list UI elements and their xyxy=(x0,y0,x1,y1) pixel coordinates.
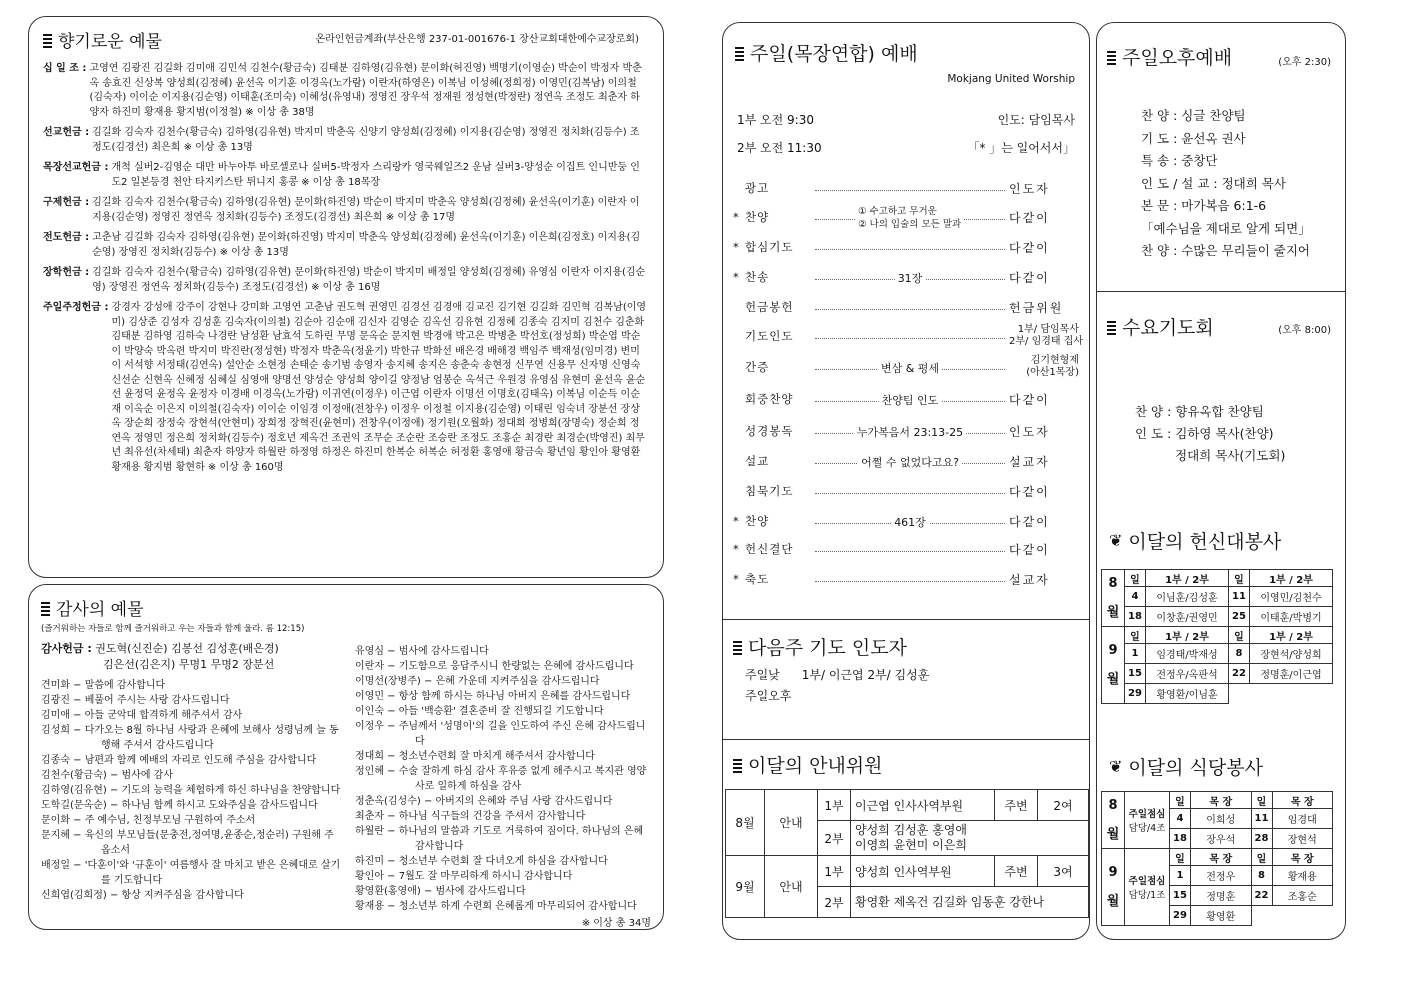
name-cell: 이태훈/박병기 xyxy=(1250,607,1333,627)
name-cell: 전정우/옥판석 xyxy=(1146,664,1229,684)
service-name: 설교 xyxy=(745,454,770,468)
service-leader: 다같이 xyxy=(1009,392,1050,407)
online-account: 온라인헌금계좌(부산은행 237-01-001676-1 장산교회대한예수교장로회) xyxy=(315,33,639,45)
month-number: 9 xyxy=(1108,643,1118,658)
offering-row xyxy=(43,231,649,260)
dotted-leader xyxy=(815,190,1005,191)
flower-icon: ❦ xyxy=(1109,531,1123,550)
verse: (즐거워하는 자들로 함께 즐거워하고 우는 자들과 함께 울라. 롬 12:15) xyxy=(41,624,305,634)
offering-row xyxy=(43,266,649,295)
thanks-item: 정인혜 − 수술 잘하게 하심 감사 후유증 없게 해주시고 복지관 영양사로 일하게 하심을 감사 xyxy=(355,766,647,792)
afternoon-line: 찬 양 : 싱글 찬양팀 xyxy=(1141,108,1246,123)
header-cell: 일 xyxy=(1251,849,1272,866)
offering-row xyxy=(43,196,649,225)
month-word: 월 xyxy=(1106,672,1120,687)
offering-names: 김길화 김숙자 김천수(황금숙) 김하영(김유현) 문이화(하진영) 박순이 박지미 배정일 양성희(김정혜) 유영심 이란자 이지용(김순영) 장영진 정연옥 정치화(김등수) 조정도(김경선) ※ 이상 총 16명 xyxy=(92,267,646,293)
name-cell: 임경대 xyxy=(1272,809,1333,829)
service-detail: 어쩔 수 없었다고요? xyxy=(858,454,962,470)
service-leader: 다같이 xyxy=(1009,210,1050,225)
thanks-item: 황영환(홍영애) − 범사에 감사드립니다 xyxy=(355,886,526,897)
bullet-icon xyxy=(735,45,744,61)
name-cell: 임경태/박재성 xyxy=(1146,644,1229,664)
service-leader: 인도자 xyxy=(1009,181,1050,196)
table-row xyxy=(1102,664,1333,684)
table-row xyxy=(1102,587,1333,607)
service-duty-table xyxy=(1101,569,1333,704)
day-cell: 1 xyxy=(1170,866,1191,886)
right-box xyxy=(1096,22,1346,940)
service-leader: 다같이 xyxy=(1009,240,1050,255)
service-detail: 변삼 & 평세 xyxy=(878,360,942,376)
afternoon-time: (오후 2:30) xyxy=(1278,57,1331,68)
day-cell: 29 xyxy=(1170,906,1191,926)
month-cell xyxy=(1102,792,1125,849)
table-row xyxy=(1102,644,1333,664)
dotted-leader xyxy=(815,455,1005,469)
ushers-table xyxy=(725,789,1089,918)
header-cell: 일 xyxy=(1170,849,1191,866)
bullet-icon xyxy=(1107,49,1116,65)
offering-row xyxy=(43,301,649,475)
wednesday-details xyxy=(1135,401,1285,467)
day-cell: 4 xyxy=(1125,587,1146,607)
day-cell: 4 xyxy=(1170,809,1191,829)
service-leader: 다같이 xyxy=(1009,542,1050,557)
header-cell: 일 xyxy=(1229,570,1250,587)
service-leader: 설교자 xyxy=(1009,572,1050,587)
name-cell: 이영민/김천수 xyxy=(1250,587,1333,607)
thanks-item: 김하영(김유현) − 기도의 능력을 체험하게 하신 하나님을 찬양합니다 xyxy=(41,785,341,796)
bullet-icon xyxy=(1107,319,1116,335)
wednesday-line: 인 도 : 김하영 목사(찬양) xyxy=(1135,426,1274,441)
header-cell: 목 장 xyxy=(1272,792,1333,809)
day-cell: 25 xyxy=(1229,607,1250,627)
name-cell: 정명훈 xyxy=(1191,886,1252,906)
duty-label xyxy=(1125,792,1170,849)
next-week-leaders: 주일낮 1부/ 이근엽 2부/ 김성훈 주일오후 xyxy=(745,668,930,703)
service-name: 간증 xyxy=(745,360,770,374)
offering-names: 고영연 김광진 김길화 김미애 김민석 김천수(황금숙) 김태분 김하영(김유현) 문이화(허진영) 백명기(이영순) 박순이 박정자 박춘옥 송효진 신상복 양성희(김정혜) 윤선옥 이기훈 이경옥(노가람) 이란자(하영은) 이복님 이성혜(정희정) 이영민(김복남) 이의철(김숙자) 이이순 이지용(김순영) 이태훈(조미숙) 이혜성(유영내) 정영진 장우석 정재원 정성현(박정란) 정연옥 조정도 최춘자 하양자 하진미 황재용 황지범(이정철) ※ 이상 총 38명 xyxy=(89,63,642,118)
header-cell: 목 장 xyxy=(1272,849,1333,866)
service-item xyxy=(733,178,1079,198)
name-cell: 황재용 xyxy=(1272,866,1333,886)
service-detail: 누가복음서 23:13-25 xyxy=(854,424,966,440)
thanks-total: ※ 이상 총 34명 xyxy=(581,918,651,929)
usher-area: 주변 xyxy=(995,856,1038,887)
service-item xyxy=(733,324,1084,347)
usher-month: 9월 xyxy=(726,856,765,918)
day-cell xyxy=(1251,906,1272,926)
month-word: 월 xyxy=(1106,605,1120,620)
offering-names: 강경자 강성애 강주이 강현나 강미화 고영연 고춘남 권도혁 권영민 김경선 김경애 김교진 김기현 김길화 김민혁 김복남(이영미) 김상준 김성자 김성훈 김숙자(이의철) 김순아 김순애 김신자 김영순 김옥선 김유현 김정혜 김종숙 김지미 김천수 김춘화 김태분 김하영 김하숙 나경란 남성환 남효석 도하린 무명 문옥순 문지현 박경애 박고은 박병춘 박선호(정성희) 박순엽 박순이 박양숙 박옥련 박지미 박진란(정성현) 박정자 박춘옥(정윤기) 박한규 박화선 배은경 배해경 백임주 백재성(임미경) 변미이 서석향 서정태(김연옥) 설안순 소현정 손태순 송기범 송영자 송지혜 송지은 송춘숙 송현정 신무연 신용무 신자명 신영숙 신선순 신현옥 신혜정 심혜실 심영애 양명선 양성순 양성희 양이길 양정남 엄봉순 옥석근 우원경 유영심 유현미 윤선옥 윤순선 윤정덕 윤정옥 윤정자 이경배 이경옥(노가람) 이귀연(이정우) 이근엽 이란자 이명선 이명호(김태옥) 이복님 이순득 이순재 이옥순 이은지 이의철(김숙자) 이이순 이임경 이정애(전창우) 이정우 이정철 이지용(김순영) 이태린 임숙녀 장분선 장상옥 장순희 장정숙 장현석(안현미) 장희정 장혁진(윤현미) 전창우(이정애) 정기원(오월화) 정대희 정병희(장명숙) 정순희 정연옥 정영민 정은희 정치화(김등수) 정호년 제옥건 조권익 조무순 조순란 조승란 조정도 조홍순 최경란 최경순(박영진) 최무년 최유선(차세태) 최춘자 하양자 하월란 하정영 하정은 하진미 한복순 허복순 허정환 홍영애 황금숙 황년임 황인아 황영환 황재용 황지범 황현하 ※ 이상 총 160명 xyxy=(111,302,647,473)
thanks-item: 이란자 − 기도함으로 응답주시니 한량없는 은혜에 감사드립니다 xyxy=(355,661,634,672)
afternoon-details xyxy=(1141,105,1311,263)
header-cell: 1부 / 2부 xyxy=(1250,570,1333,587)
header-cell: 1부 / 2부 xyxy=(1146,627,1229,644)
name-cell: 장현석/양성희 xyxy=(1250,644,1333,664)
dotted-leader xyxy=(815,361,1005,375)
afternoon-line: 특 송 : 중창단 xyxy=(1141,153,1218,168)
day-cell: 18 xyxy=(1125,607,1146,627)
thanks-list-right xyxy=(355,644,651,914)
dotted-leader xyxy=(815,425,1005,439)
thanks-item: 김천수(황금숙) − 범사에 감사 xyxy=(41,770,173,781)
thanks-item: 견미화 − 말씀에 감사합니다 xyxy=(41,680,166,691)
offering-label: 십 일 조 : xyxy=(43,63,87,74)
service-name: 침묵기도 xyxy=(745,484,794,498)
service-item xyxy=(733,267,1079,287)
day-cell xyxy=(1229,684,1250,704)
service-name: 성경봉독 xyxy=(745,424,794,438)
usher-part: 1부 xyxy=(818,856,851,887)
header-cell: 일 xyxy=(1170,792,1191,809)
thanks-item: 하진미 − 청소년부 수련회 잘 다녀오게 하심을 감사합니다 xyxy=(355,856,608,867)
afternoon-title: 주일오후예배 xyxy=(1107,43,1232,70)
thanks-item: 황재용 − 청소년부 하계 수련회 은혜롭게 마무리되어 감사합니다 xyxy=(355,901,637,912)
month-word: 월 xyxy=(1106,894,1120,909)
thanks-item: 김성희 − 다가오는 8월 하나님 사랑과 은혜에 보해사 성령님께 늘 동행해 주셔서 감사드립니다 xyxy=(41,725,339,751)
name-cell xyxy=(1272,906,1333,926)
worship-box xyxy=(722,22,1090,940)
thanks-item: 이정우 − 주님께서 '성명이'의 길을 인도하여 주신 은혜 감사드립니다 xyxy=(355,721,646,747)
name-cell: 조홍순 xyxy=(1272,886,1333,906)
service-name: 찬송 xyxy=(745,270,770,284)
thanks-item: 김광진 − 베풀어 주시는 사랑 감사드립니다 xyxy=(41,695,230,706)
table-header xyxy=(1102,570,1333,587)
offering-label: 전도헌금 : xyxy=(43,232,90,243)
usher-row xyxy=(726,856,1089,887)
table-header xyxy=(1102,849,1333,866)
service-name: 헌금봉헌 xyxy=(745,300,794,314)
service-star: * xyxy=(733,270,739,284)
thanks-item: 신희엽(김희정) − 항상 지켜주심을 감사합니다 xyxy=(41,890,244,901)
name-cell: 정명훈/이근엽 xyxy=(1250,664,1333,684)
offering-label: 구제헌금 : xyxy=(43,197,90,208)
usher-count: 2여 xyxy=(1038,790,1089,821)
offering-title: 향기로운 예물 xyxy=(43,27,162,52)
bullet-icon xyxy=(733,639,742,655)
offering-names: 김길화 김숙자 김천수(황금숙) 김하영(김유현) 문이화(하진영) 박순이 박지미 박춘옥 양성희(김정혜) 윤선옥(이기훈) 이란자 이지용(김순영) 정영진 정연옥 정치화(김등수) 조정도(김경선) 최은희 ※ 이상 총 17명 xyxy=(92,197,640,223)
service-leader: 설교자 xyxy=(1009,454,1050,469)
table-row xyxy=(1102,684,1333,704)
usher-area: 주변 xyxy=(995,790,1038,821)
offering-label: 주일주정헌금 : xyxy=(43,302,109,313)
day-cell: 8 xyxy=(1229,644,1250,664)
usher-role: 안내 xyxy=(765,856,818,918)
worship-subtitle: Mokjang United Worship xyxy=(947,73,1075,85)
wednesday-line: 찬 양 : 향유옥합 찬양팀 xyxy=(1135,404,1264,419)
header-cell: 일 xyxy=(1229,627,1250,644)
wednesday-line: 정대희 목사(기도회) xyxy=(1175,448,1286,463)
service-item xyxy=(733,451,1079,471)
duty-label-2: 담당/4조 xyxy=(1128,823,1166,834)
wednesday-time: (오후 8:00) xyxy=(1278,325,1331,336)
service-leader: 다같이 xyxy=(1009,484,1050,499)
day-cell: 11 xyxy=(1229,587,1250,607)
kitchen-title: ❦ 이달의 식당봉사 xyxy=(1109,757,1263,779)
day-cell: 18 xyxy=(1170,829,1191,849)
service-name: 찬양 xyxy=(745,514,770,528)
offering-label: 목장선교헌금 : xyxy=(43,162,109,173)
day-cell: 15 xyxy=(1125,664,1146,684)
thanks-item: 이영민 − 항상 함께 하시는 하나님 아버지 은혜를 감사드립니다 xyxy=(355,691,631,702)
usher-names: 황영환 제옥건 김길화 임동훈 강한나 xyxy=(851,887,1089,918)
thanks-item: 최춘자 − 하나님 식구들의 건강을 주셔서 감사합니다 xyxy=(355,811,586,822)
leader-note: 인도: 담임목사 xyxy=(997,113,1075,127)
thanks-item: 김미애 − 아들 군악대 합격하게 해주셔서 감사 xyxy=(41,710,243,721)
header-cell: 목 장 xyxy=(1191,849,1252,866)
afternoon-line: 「예수님을 제대로 알게 되면」 xyxy=(1141,220,1311,236)
name-cell: 장현석 xyxy=(1272,829,1333,849)
service-item xyxy=(733,297,1079,317)
thanks-item: 황인아 − 7월도 잘 마무리하게 하시니 감사합니다 xyxy=(355,871,573,882)
offering-row xyxy=(43,126,649,155)
day-cell: 8 xyxy=(1251,866,1272,886)
service-name: 기도인도 xyxy=(745,329,794,343)
service-leader: 김기현형제 (아산1목장) xyxy=(1026,355,1079,378)
dotted-leader xyxy=(815,515,1005,529)
service-name: 찬양 xyxy=(745,210,770,224)
duty-label-1: 주일점심 xyxy=(1128,876,1166,887)
thanks-item: 도학길(문옥순) − 하나님 함께 하시고 도와주심을 감사드립니다 xyxy=(41,800,318,811)
dotted-leader xyxy=(815,249,1005,250)
month-number: 8 xyxy=(1108,798,1118,813)
duty-label xyxy=(1125,849,1170,926)
time-2: 2부 오전 11:30 xyxy=(737,141,822,155)
day-cell: 28 xyxy=(1251,829,1272,849)
service-item xyxy=(733,421,1079,441)
table-row xyxy=(1102,607,1333,627)
month-cell xyxy=(1102,849,1125,926)
dotted-leader xyxy=(815,393,1005,407)
thanks-item: 김종숙 − 남편과 함께 예배의 자리로 인도해 주심을 감사합니다 xyxy=(41,755,317,766)
thanks-item: 이인숙 − 아들 '백승환' 결혼준비 잘 진행되길 기도합니다 xyxy=(355,706,604,717)
service-duty-title: ❦ 이달의 헌신대봉사 xyxy=(1109,531,1282,553)
thanks-item: 배정일 − '다훈이'와 '규훈이' 여름행사 잘 마치고 받은 은혜대로 살기를 기도합니다 xyxy=(41,860,341,886)
duty-label-2: 담당/1조 xyxy=(1128,890,1166,901)
thanks-list-left xyxy=(41,678,343,903)
month-number: 9 xyxy=(1108,865,1118,880)
day-cell: 29 xyxy=(1125,684,1146,704)
usher-names: 이근엽 인사사역부원 xyxy=(851,790,995,821)
kitchen-table xyxy=(1101,791,1333,926)
header-cell: 목 장 xyxy=(1191,792,1252,809)
afternoon-line: 인 도 / 설 교 : 정대희 목사 xyxy=(1141,175,1286,191)
afternoon-line: 기 도 : 윤선옥 권사 xyxy=(1141,130,1246,146)
usher-row xyxy=(726,790,1089,821)
header-cell: 일 xyxy=(1125,570,1146,587)
day-cell: 22 xyxy=(1251,886,1272,906)
offering-row xyxy=(43,62,649,120)
thanks-box xyxy=(28,584,664,930)
service-item xyxy=(733,539,1079,559)
service-star: * xyxy=(733,240,739,254)
flower-icon: ❦ xyxy=(1109,757,1123,776)
month-number: 8 xyxy=(1108,576,1118,591)
name-cell: 황영환 xyxy=(1191,906,1252,926)
usher-part: 1부 xyxy=(818,790,851,821)
service-name: 축도 xyxy=(745,572,770,586)
afternoon-line: 찬 양 : 수많은 무리들이 줄지어 xyxy=(1141,243,1310,258)
thanks-item: 하월란 − 하나님의 말씀과 기도로 거룩하여 짐이다. 하나님의 은혜 감사합니다 xyxy=(355,826,644,852)
service-item xyxy=(733,237,1079,257)
bullet-icon xyxy=(43,32,52,48)
service-item xyxy=(733,389,1079,409)
service-item xyxy=(733,569,1079,589)
thanks-item: 정춘옥(김성수) − 아버지의 은혜와 주님 사랑 감사드립니다 xyxy=(355,796,613,807)
service-star: * xyxy=(733,542,739,556)
service-star: * xyxy=(733,572,739,586)
thanks-offering: 감사헌금 : 권도혁(신진순) 김봉선 김성훈(배은경) 김은선(김은지) 무명1 무명2 장분선 xyxy=(41,642,279,671)
wednesday-title: 수요기도회 xyxy=(1107,313,1214,340)
thanks-item: 정대희 − 청소년수련회 잘 마치게 해주셔서 감사합니다 xyxy=(355,751,595,762)
month-cell xyxy=(1102,570,1125,627)
service-name: 헌신결단 xyxy=(745,542,794,556)
name-cell xyxy=(1250,684,1333,704)
name-cell: 장우석 xyxy=(1191,829,1252,849)
header-cell: 1부 / 2부 xyxy=(1250,627,1333,644)
offering-label: 장학헌금 : xyxy=(43,267,90,278)
day-cell: 15 xyxy=(1170,886,1191,906)
service-leader: 인도자 xyxy=(1009,424,1050,439)
service-leader: 헌금위원 xyxy=(1009,300,1064,315)
day-cell: 22 xyxy=(1229,664,1250,684)
service-name: 합심기도 xyxy=(745,240,794,254)
service-detail: 31장 xyxy=(895,270,926,286)
month-cell xyxy=(1102,627,1125,704)
usher-count: 3여 xyxy=(1038,856,1089,887)
service-leader: 다같이 xyxy=(1009,514,1050,529)
offering-label: 선교헌금 : xyxy=(43,127,90,138)
usher-part: 2부 xyxy=(818,821,851,856)
thanks-item: 유영심 − 범사에 감사드립니다 xyxy=(355,646,489,657)
service-leader: 다같이 xyxy=(1009,270,1050,285)
dotted-leader xyxy=(815,581,1005,582)
next-week-title: 다음주 기도 인도자 xyxy=(733,633,907,660)
afternoon-line: 본 문 : 마가복음 6:1-6 xyxy=(1141,198,1267,213)
dotted-leader xyxy=(815,309,1005,310)
day-cell: 11 xyxy=(1251,809,1272,829)
dotted-leader xyxy=(815,551,1005,552)
thanks-item: 문이화 − 주 예수님, 친정부모님 구원하여 주소서 xyxy=(41,815,256,826)
service-star: * xyxy=(733,514,739,528)
thanks-item: 이명선(장병주) − 은혜 가운데 지켜주심을 감사드립니다 xyxy=(355,676,600,687)
service-detail: ① 수고하고 무거운 ② 나의 입술의 모든 말과 xyxy=(855,205,964,231)
name-cell: 이님훈/김성훈 xyxy=(1146,587,1229,607)
service-name: 회중찬양 xyxy=(745,392,794,406)
bullet-icon xyxy=(733,757,742,773)
usher-part: 2부 xyxy=(818,887,851,918)
service-item xyxy=(733,481,1079,501)
offering-names: 김길화 김숙자 김천수(황금숙) 김하영(김유현) 박지미 박춘옥 신양기 양성희(김정혜) 이지용(김순영) 정영진 정치화(김등수) 조정도(김경선) 최은희 ※ 이상 총 13명 xyxy=(92,127,640,153)
usher-month: 8월 xyxy=(726,790,765,856)
name-cell: 이창훈/권영민 xyxy=(1146,607,1229,627)
standing-note: 「* 」는 일어서서」 xyxy=(967,141,1075,155)
usher-names: 양성희 인사역부원 xyxy=(851,856,995,887)
service-item xyxy=(733,205,1079,230)
dotted-leader xyxy=(815,205,1005,230)
usher-names: 양성희 김성훈 홍영애 이영희 윤현미 이은희 xyxy=(851,821,1089,856)
offering-names: 고춘남 김길화 김숙자 김하영(김유현) 문이화(하진영) 박지미 박춘옥 양성희(김정혜) 윤선옥(이기훈) 이은희(김정호) 이지용(김순영) 장영진 정치화(김등수) ※ 이상 총 13명 xyxy=(92,232,641,258)
dotted-leader xyxy=(815,271,1005,285)
usher-role: 안내 xyxy=(765,790,818,856)
table-header xyxy=(1102,792,1333,809)
offering-row xyxy=(43,161,649,190)
header-cell: 일 xyxy=(1251,792,1272,809)
service-name: 광고 xyxy=(745,181,770,195)
service-detail: 461장 xyxy=(891,514,929,530)
service-item xyxy=(733,357,1079,377)
header-cell: 1부 / 2부 xyxy=(1146,570,1229,587)
thanks-title: 감사의 예물 xyxy=(41,595,651,620)
offering-names: 개척 실버2-김영순 대만 바누아투 바로셀로나 실버5-박정자 스리랑카 영국웨일즈2 운남 실버3-양성순 이집트 인니반둥 인도2 일본등경 천안 타지키스탄 튀니지 홍콩 ※ 이상 총 18목장 xyxy=(111,162,640,188)
table-header xyxy=(1102,627,1333,644)
day-cell: 1 xyxy=(1125,644,1146,664)
dotted-leader xyxy=(815,493,1005,494)
offering-box xyxy=(28,16,664,578)
ushers-title: 이달의 안내위원 xyxy=(733,751,883,778)
thanks-item: 문지혜 − 육신의 부모님들(문충전,정여명,윤종순,정순러) 구원해 주옵소서 xyxy=(41,830,334,856)
time-1: 1부 오전 9:30 xyxy=(737,113,814,127)
worship-title: 주일(목장연합) 예배 xyxy=(735,39,918,66)
dotted-leader xyxy=(815,338,1005,339)
offering-list xyxy=(43,62,649,475)
bullet-icon xyxy=(41,600,50,616)
service-star: * xyxy=(733,210,739,224)
duty-label-1: 주일점심 xyxy=(1128,809,1166,820)
service-item xyxy=(733,511,1079,531)
service-leader: 1부/ 담임목사 2부/ 임경태 집사 xyxy=(1009,324,1084,347)
service-detail: 찬양팀 인도 xyxy=(879,392,942,408)
month-word: 월 xyxy=(1106,827,1120,842)
name-cell: 이희성 xyxy=(1191,809,1252,829)
name-cell: 전정우 xyxy=(1191,866,1252,886)
name-cell: 황영환/이님훈 xyxy=(1146,684,1229,704)
header-cell: 일 xyxy=(1125,627,1146,644)
